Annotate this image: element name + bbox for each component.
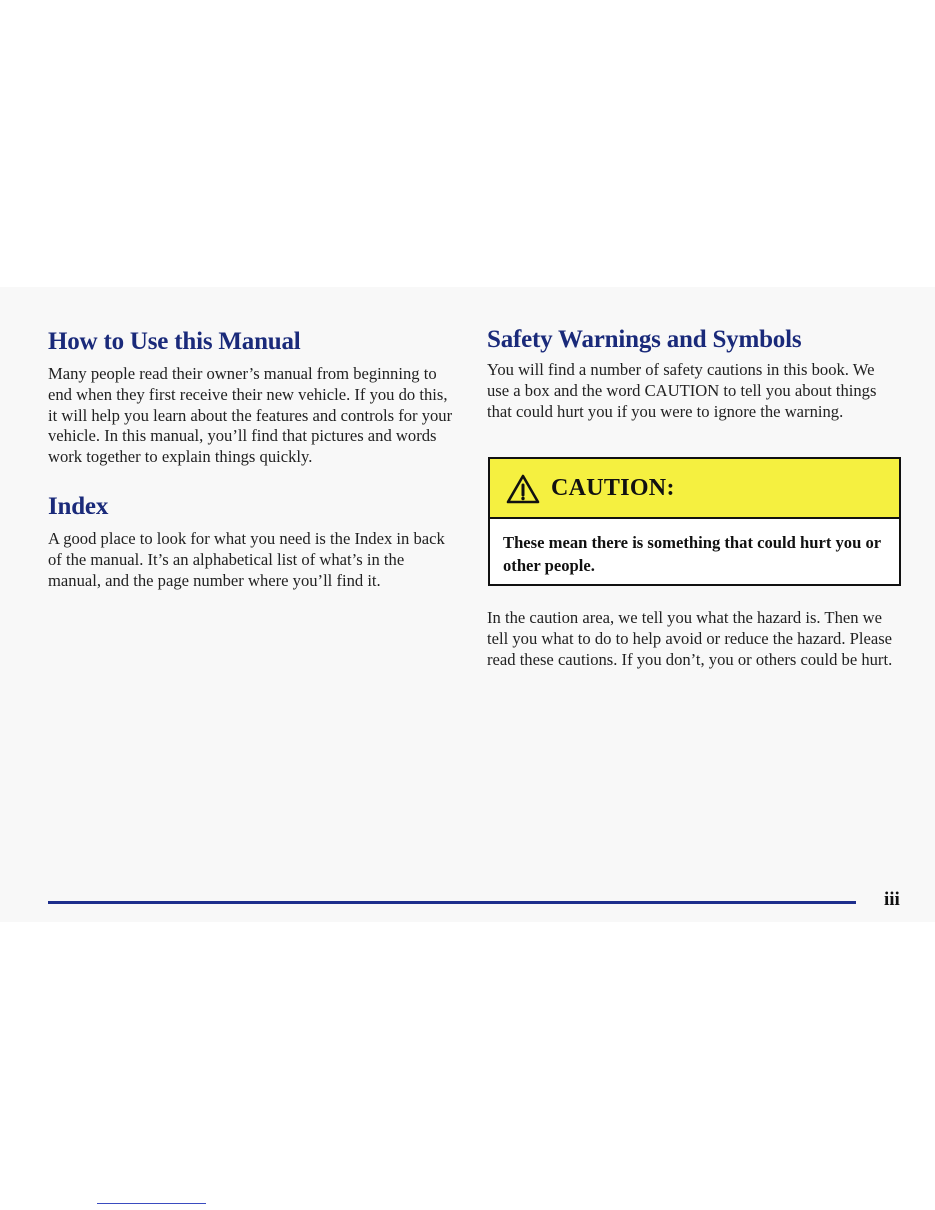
heading-index: Index	[48, 493, 109, 520]
heading-safety-warnings: Safety Warnings and Symbols	[487, 326, 802, 353]
caution-header	[490, 459, 899, 519]
scan-artifact-line	[97, 1203, 206, 1204]
paragraph-caution-area: In the caution area, we tell you what the hazard is. Then we tell you what to do to help avoid or reduce the hazard. Please read these cautions. If you don’t, you or others could be hurt.	[487, 608, 893, 669]
paragraph-index: A good place to look for what you need is the Index in back of the manual. It’s an alphabetical list of what’s in the manual, and the page number where you’ll find it.	[48, 529, 445, 590]
warning-triangle-icon	[506, 474, 540, 504]
caution-box	[488, 457, 901, 586]
caution-text: These mean there is something that could hurt you or other people.	[503, 533, 881, 575]
paragraph-safety-warnings: You will find a number of safety cautions in this book. We use a box and the word CAUTION to tell you about things that could hurt you if you were to ignore the warning.	[487, 360, 877, 421]
caution-label: CAUTION:	[551, 474, 675, 501]
manual-page	[0, 287, 935, 922]
heading-how-to-use-manual: How to Use this Manual	[48, 328, 301, 355]
page-number: iii	[884, 889, 900, 910]
paragraph-how-to-use-manual: Many people read their owner’s manual from beginning to end when they first receive their new vehicle. If you do this, it will help you learn about the features and controls for your vehicle. In this manual, you’ll find that pictures and words work together to explain things quickly.	[48, 364, 453, 467]
footer-rule	[48, 901, 856, 904]
